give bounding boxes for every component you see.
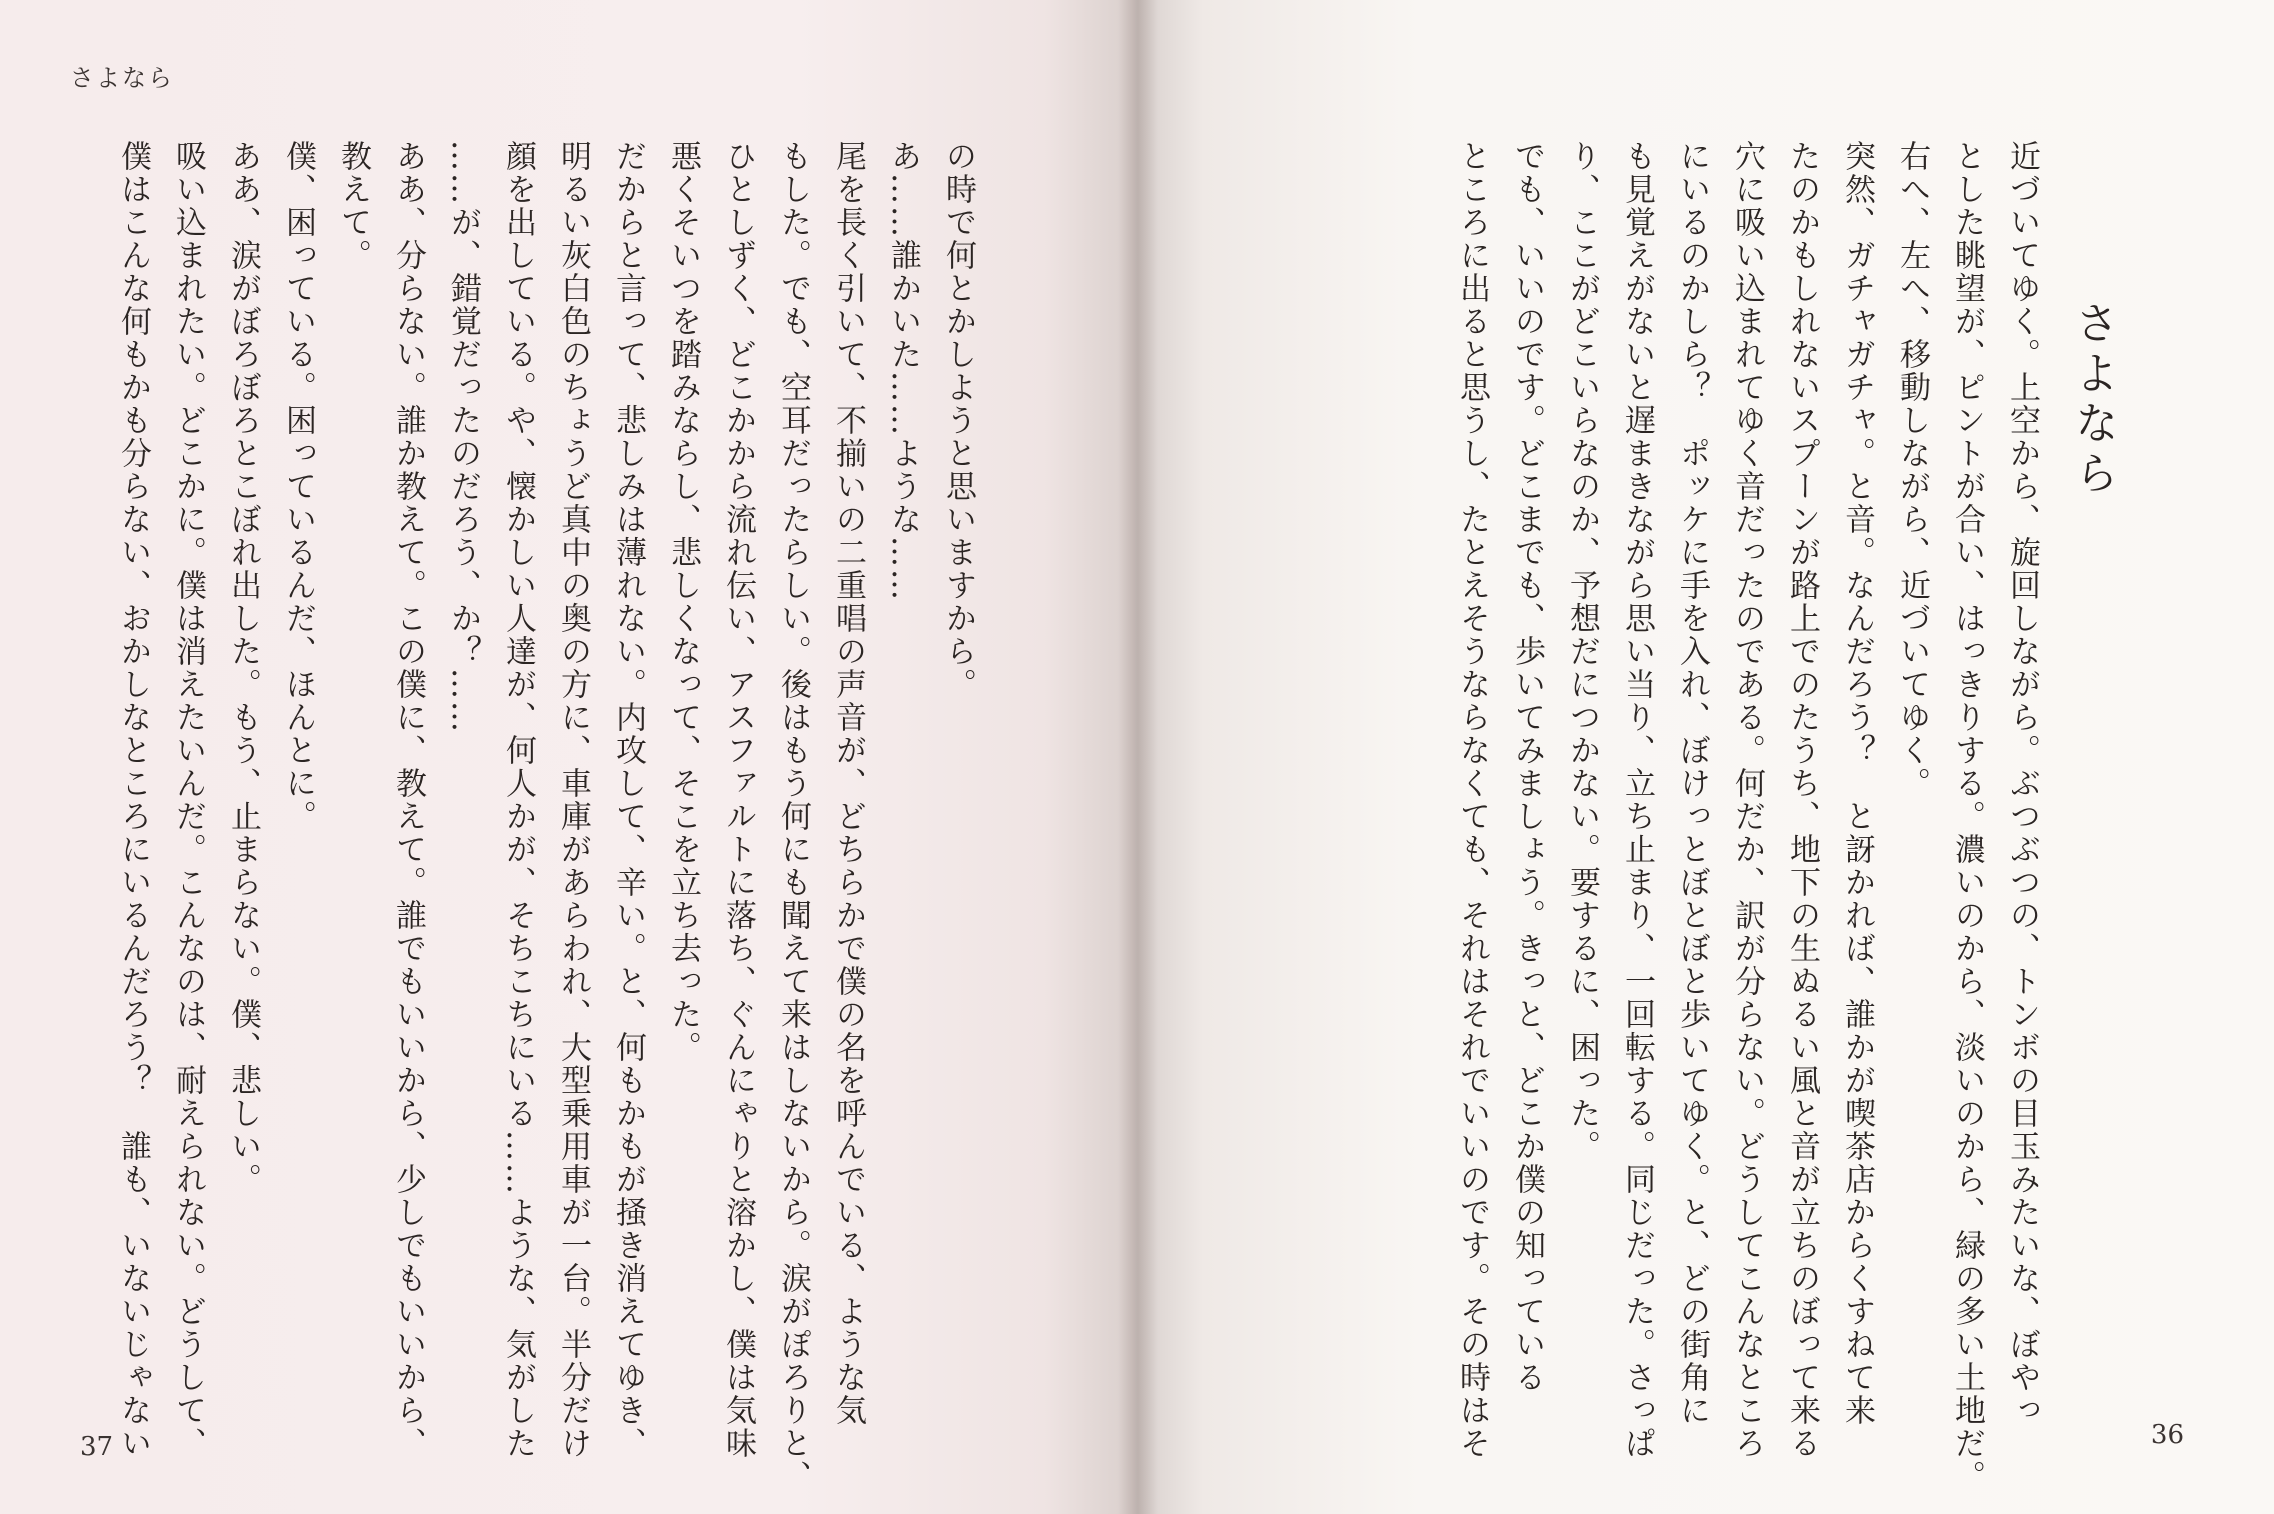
text-column: あ……誰かいた……ような…… xyxy=(885,140,921,602)
text-column: 近づいてゆく。上空から、旋回しながら。ぶつぶつの、トンボの目玉みたいな、ぼやっ xyxy=(2004,140,2040,1427)
chapter-title: さよなら xyxy=(2067,300,2118,500)
text-column: ああ、涙がぼろぼろとこぼれ出した。もう、止まらない。僕、悲しい。 xyxy=(225,140,261,1196)
text-column: り、ここがどこいらなのか、予想だにつかない。要するに、困った。 xyxy=(1564,140,1600,1163)
text-column: でも、いいのです。どこまでも、歩いてみましょう。きっと、どこか僕の知っている xyxy=(1509,140,1545,1394)
left-body-text xyxy=(105,140,985,1493)
text-column: とした眺望が、ピントが合い、はっきりする。濃いのから、淡いのから、緑の多い土地だ。 xyxy=(1949,140,1985,1493)
text-column: 教えて。 xyxy=(335,140,371,272)
text-column: 穴に吸い込まれてゆく音だったのである。何だか、訳が分らない。どうしてこんなところ xyxy=(1729,140,1765,1460)
text-column: ひとしずく、どこかから流れ伝い、アスファルトに落ち、ぐんにゃりと溶かし、僕は気味 xyxy=(720,140,756,1460)
text-column: 明るい灰白色のちょうど真中の奥の方に、車庫があらわれ、大型乗用車が一台。半分だけ xyxy=(555,140,591,1460)
text-column: もした。でも、空耳だったらしい。後はもう何にも聞えて来はしないから。涙がぽろりと、 xyxy=(775,140,811,1493)
page-number: 36 xyxy=(2150,1420,2184,1450)
text-column: だからと言って、悲しみは薄れない。内攻して、辛い。と、何もかもが掻き消えてゆき、 xyxy=(610,140,646,1460)
right-body-text xyxy=(1444,140,2049,1493)
text-column: 顔を出している。や、懐かしい人達が、何人かが、そちこちにいる……ような、気がした xyxy=(500,140,536,1460)
right-page xyxy=(1135,0,2274,1514)
left-page xyxy=(0,0,1135,1514)
text-column: 僕、困っている。困っているんだ、ほんとに。 xyxy=(280,140,316,833)
text-column: にいるのかしら？ ポッケに手を入れ、ぼけっとぼとぼと歩いてゆく。と、どの街角に xyxy=(1674,140,1710,1427)
text-column: ああ、分らない。誰か教えて。この僕に、教えて。誰でもいいから、少しでもいいから、 xyxy=(390,140,426,1460)
text-column: 突然、ガチャガチャ。と音。なんだろう？ と訝かれば、誰かが喫茶店からくすねて来 xyxy=(1839,140,1875,1427)
running-head: さよなら xyxy=(70,64,174,92)
text-column: 右へ、左へ、移動しながら、近づいてゆく。 xyxy=(1894,140,1930,800)
text-column: 悪くそいつを踏みならし、悲しくなって、そこを立ち去った。 xyxy=(665,140,701,1064)
page-number: 37 xyxy=(80,1432,114,1462)
text-column: たのかもしれないスプーンが路上でのたうち、地下の生ぬるい風と音が立ちのぼって来る xyxy=(1784,140,1820,1460)
text-column: ところに出ると思うし、たとえそうならなくても、それはそれでいいのです。その時はそ xyxy=(1454,140,1490,1460)
text-column: 尾を長く引いて、不揃いの二重唱の声音が、どちらかで僕の名を呼んでいる、ような気 xyxy=(830,140,866,1427)
text-column: の時で何とかしようと思いますから。 xyxy=(940,140,976,701)
text-column: 僕はこんな何もかも分らない、おかしなところにいるんだろう？ 誰も、いないじゃない xyxy=(115,140,151,1460)
text-column: も見覚えがないと遅まきながら思い当り、立ち止まり、一回転する。同じだった。さっぱ xyxy=(1619,140,1655,1460)
book-gutter-shadow xyxy=(1118,0,1158,1514)
text-column: ……が、錯覚だったのだろう、か？…… xyxy=(445,140,481,734)
text-column: 吸い込まれたい。どこかに。僕は消えたいんだ。こんなのは、耐えられない。どうして、 xyxy=(170,140,206,1460)
